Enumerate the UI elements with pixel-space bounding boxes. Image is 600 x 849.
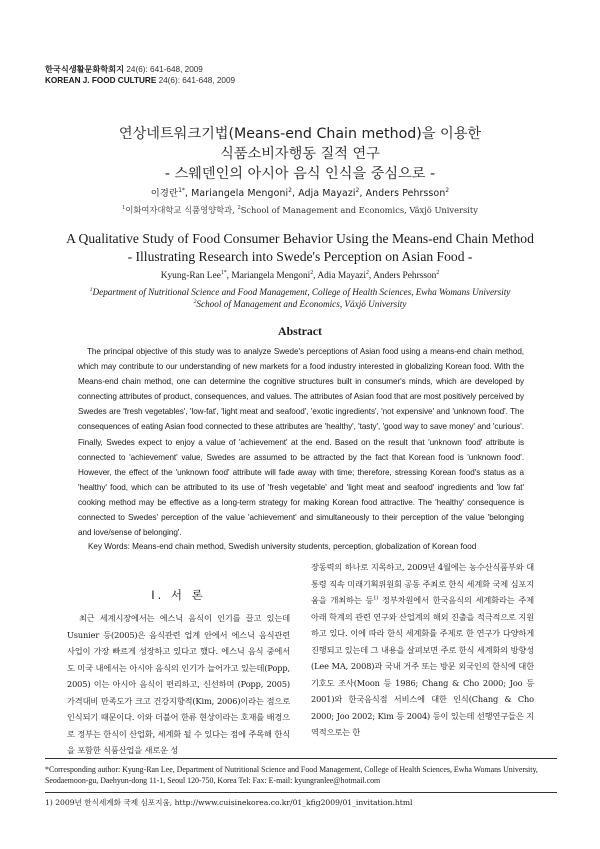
korean-title <box>0 124 600 184</box>
author-name: , Adia Mayazi <box>313 271 367 281</box>
footnote-reference: 1) <box>373 595 379 602</box>
author-affiliation-mark: 1* <box>178 187 186 194</box>
korean-title-line-2: 식품소비자행동 질적 연구 <box>220 146 380 162</box>
affiliation-mark: 2 <box>193 298 197 305</box>
author-name: 이경란 <box>150 188 179 199</box>
affiliation-mark: 1 <box>89 286 93 293</box>
english-affiliation-1 <box>0 286 600 298</box>
author-affiliation-mark: 1* <box>220 269 227 276</box>
paragraph-text: 정부차원에서 한국음식의 세계화라는 주제 아래 학계의 관련 연구와 산업계의 해외 진출을 적극적으로 지원하고 있다. 이에 따라 한식 세계화를 주제로 한 연구가 다양하게 진행되고 있는데 그 내용을 살펴보면 주로 한식 세계화의 방향성(Lee MA, 2008)과 국내 거주 또는 방문 외국인의 한식에 대한 기호도 조사(Moon 등 1986; Chang & Cho 2000; Joo 등 2001)와 한국음식점 서비스에 대한 인식(Chang & Cho 2000; Joo 2002; Kim 등 2004) 등이 있는데 선행연구들은 지역적으로는 한 <box>311 595 534 738</box>
journal-line-korean <box>45 64 235 75</box>
english-title <box>0 230 600 266</box>
korean-title-line-1: 연상네트워크기법(Means-end Chain method)을 이용한 <box>118 126 482 142</box>
abstract-heading: Abstract <box>278 324 322 338</box>
affiliation-text: Department of Nutritional Science and Food Management, College of Health Sciences, Ewha Womans University <box>92 287 511 297</box>
author-name: Kyung-Ran Lee <box>160 271 221 281</box>
author-affiliation-mark: 2 <box>310 269 314 276</box>
keywords-list: Means-end chain method, Swedish university students, perception, globalization of Korean food <box>129 542 477 551</box>
journal-name-english: KOREAN J. FOOD CULTURE <box>45 76 157 85</box>
introduction-paragraph-continued <box>311 559 534 741</box>
author-affiliation-mark: 2 <box>355 187 360 194</box>
korean-authors <box>0 188 600 200</box>
affiliation-text: 이화여자대학교 식품영양학과, <box>125 205 238 215</box>
english-affiliations <box>0 286 600 310</box>
author-affiliation-mark: 2 <box>436 269 440 276</box>
section-heading-introduction: I. 서 론 <box>151 588 206 602</box>
keywords-label: Key Words: <box>88 542 130 551</box>
korean-affiliations <box>0 205 600 216</box>
affiliation-text: School of Management and Economics, Växjö University <box>196 299 407 309</box>
author-affiliation-mark: 2 <box>288 187 293 194</box>
affiliation-text: School of Management and Economics, Växjö University <box>240 205 478 215</box>
footnote-1: 1) 2009년 한식세계화 국제 심포지움, http://www.cuisinekorea.co.kr/01_kfig2009/01_invitation.html <box>45 798 413 807</box>
paragraph-text: 장동력의 하나로 지목하고, 2009년 4월에는 농수산식품부와 대통령 직속 미래기획위원회 공동 주최로 한식 세계화 국제 심포지움을 개최하는 등 <box>311 562 534 606</box>
english-title-line-1: A Qualitative Study of Food Consumer Behavior Using the Means-end Chain Method <box>66 231 534 246</box>
english-subtitle: - Illustrating Research into Swede's Perception on Asian Food - <box>127 249 473 264</box>
journal-citation-korean: 24(6): 641-648, 2009 <box>126 65 203 74</box>
author-name: , Mariangela Mengoni <box>226 271 311 281</box>
korean-subtitle: - 스웨덴인의 아시아 음식 인식을 중심으로 - <box>164 166 436 182</box>
english-authors <box>0 270 600 282</box>
affiliation-mark: 2 <box>237 205 241 212</box>
author-name: , Mariangela Mengoni <box>185 188 289 199</box>
author-name: , Anders Pehrsson <box>368 271 437 281</box>
keywords <box>88 541 524 553</box>
author-name: , Anders Pehrsson <box>359 188 446 199</box>
journal-name-korean: 한국식생활문화학회지 <box>45 65 125 74</box>
journal-header <box>45 64 235 86</box>
abstract-body: The principal objective of this study was to analyze Swede's perceptions of Asian food using a means-end chain method, which may contribute to our understanding of new markets for a food industry interested in globalizing Korean food. With the Means-end chain method, one can determine the cognitive structures built in consumer's minds, which are developed by connecting attributes of product, consequences, and values. The attributes of Asian food that are most positively perceived by Swedes are 'fresh vegetables', 'low-fat', 'light meat and seafood', 'exotic ingredients', 'not expensive' and 'unknown food'. The consequences of eating Asian food connected to these attributes are 'healthy', 'tasty', 'good way to save money' and 'curious'. Finally, Swedes expect to enjoy a value of 'achievement' at the end. Based on the result that 'unknown food' attribute is connected to 'achievement' value, Swedes are assumed to be attracted by the fact that Korean food is 'unknown food'. However, the effect of the 'unknown food' attribute will fade away with time; therefore, stressing Korean food's status as a 'healthy' food, which can be attributed to its use of 'fresh vegetable' and 'light meat and seafood' ingredients and 'low fat' cooking method may be effective as a long-term strategy for making Korean food attractive. The 'healthy' consequence is connected to Swedes' perception of the value 'achievement' and simultaneously to their perception of the value 'belonging and love/sense of belonging'. <box>78 347 524 538</box>
corresponding-author-note: *Corresponding author: Kyung-Ran Lee, Department of Nutritional Science and Food Management, College of Health Sciences, Ewha Womans University, Seodaemoon-gu, Daehyun-dong 11-1, Seoul 120-750, Korea Tel: Fax: E-mail: kyungranlee@hotmail.com <box>45 765 538 785</box>
journal-line-english <box>45 75 235 86</box>
right-column <box>311 559 534 741</box>
english-affiliation-2 <box>0 298 600 310</box>
introduction-paragraph: 최근 세계시장에서는 에스닉 음식이 인기를 끌고 있는데 Usunier 등(2005)은 음식관련 업계 안에서 에스닉 음식관련 사업이 가장 빠르게 성장하고 있다고 했다. 에스닉 음식 중에서도 미국 내에서는 아시아 음식의 인기가 늘어가고 있는데(Popp, 2005) 이는 아시아 음식이 편리하고, 신선하며 (Popp, 2005) 가격대비 만족도가 크고 건강지향적(Kim, 2006)이라는 점으로 인식되기 때문이다. 이와 더불어 한류 현상이라는 호재를 배경으로 정부는 한식이 산업화, 세계화 될 수 있다는 점에 주목해 한식을 포함한 식품산업을 새로운 성 <box>67 613 290 756</box>
author-affiliation-mark: 2 <box>445 187 450 194</box>
footnote-divider <box>45 792 557 793</box>
affiliation-mark: 1 <box>122 205 126 212</box>
author-affiliation-mark: 2 <box>366 269 369 276</box>
journal-citation-english: 24(6): 641-648, 2009 <box>158 76 236 85</box>
footnote-divider <box>45 758 557 759</box>
author-name: , Adja Mayazi <box>292 188 356 199</box>
left-column <box>67 586 290 759</box>
